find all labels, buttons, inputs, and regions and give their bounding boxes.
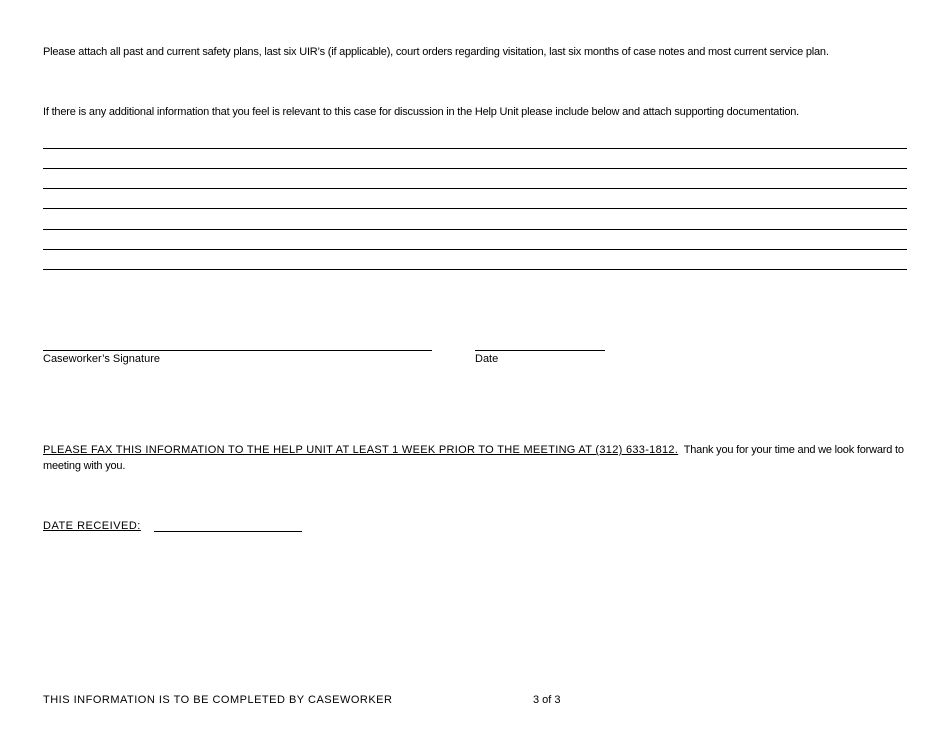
page-number: 3 of 3 [533,694,561,706]
writing-line[interactable] [43,168,907,169]
writing-line[interactable] [43,148,907,149]
writing-line[interactable] [43,269,907,270]
fax-notice-thanks: Thank you for your time and we look forward to meeting with you. [43,444,904,472]
date-received-line[interactable] [154,531,302,532]
date-received-label: DATE RECEIVED: [43,520,141,532]
fax-notice [43,442,911,474]
signature-label: Caseworker’s Signature [43,353,160,365]
footer-note: THIS INFORMATION IS TO BE COMPLETED BY CASEWORKER [43,694,393,706]
writing-line[interactable] [43,249,907,250]
attach-instructions: Please attach all past and current safety plans, last six UIR’s (if applicable), court orders regarding visitation, last six months of case notes and most current service plan. [43,46,829,58]
additional-info-instructions: If there is any additional information that you feel is relevant to this case for discussion in the Help Unit please include below and attach supporting documentation. [43,106,800,118]
fax-notice-underlined: PLEASE FAX THIS INFORMATION TO THE HELP UNIT AT LEAST 1 WEEK PRIOR TO THE MEETING AT (312) 633-1812. [43,444,679,456]
writing-line[interactable] [43,188,907,189]
writing-line[interactable] [43,229,907,230]
writing-line[interactable] [43,208,907,209]
date-label: Date [475,353,499,365]
